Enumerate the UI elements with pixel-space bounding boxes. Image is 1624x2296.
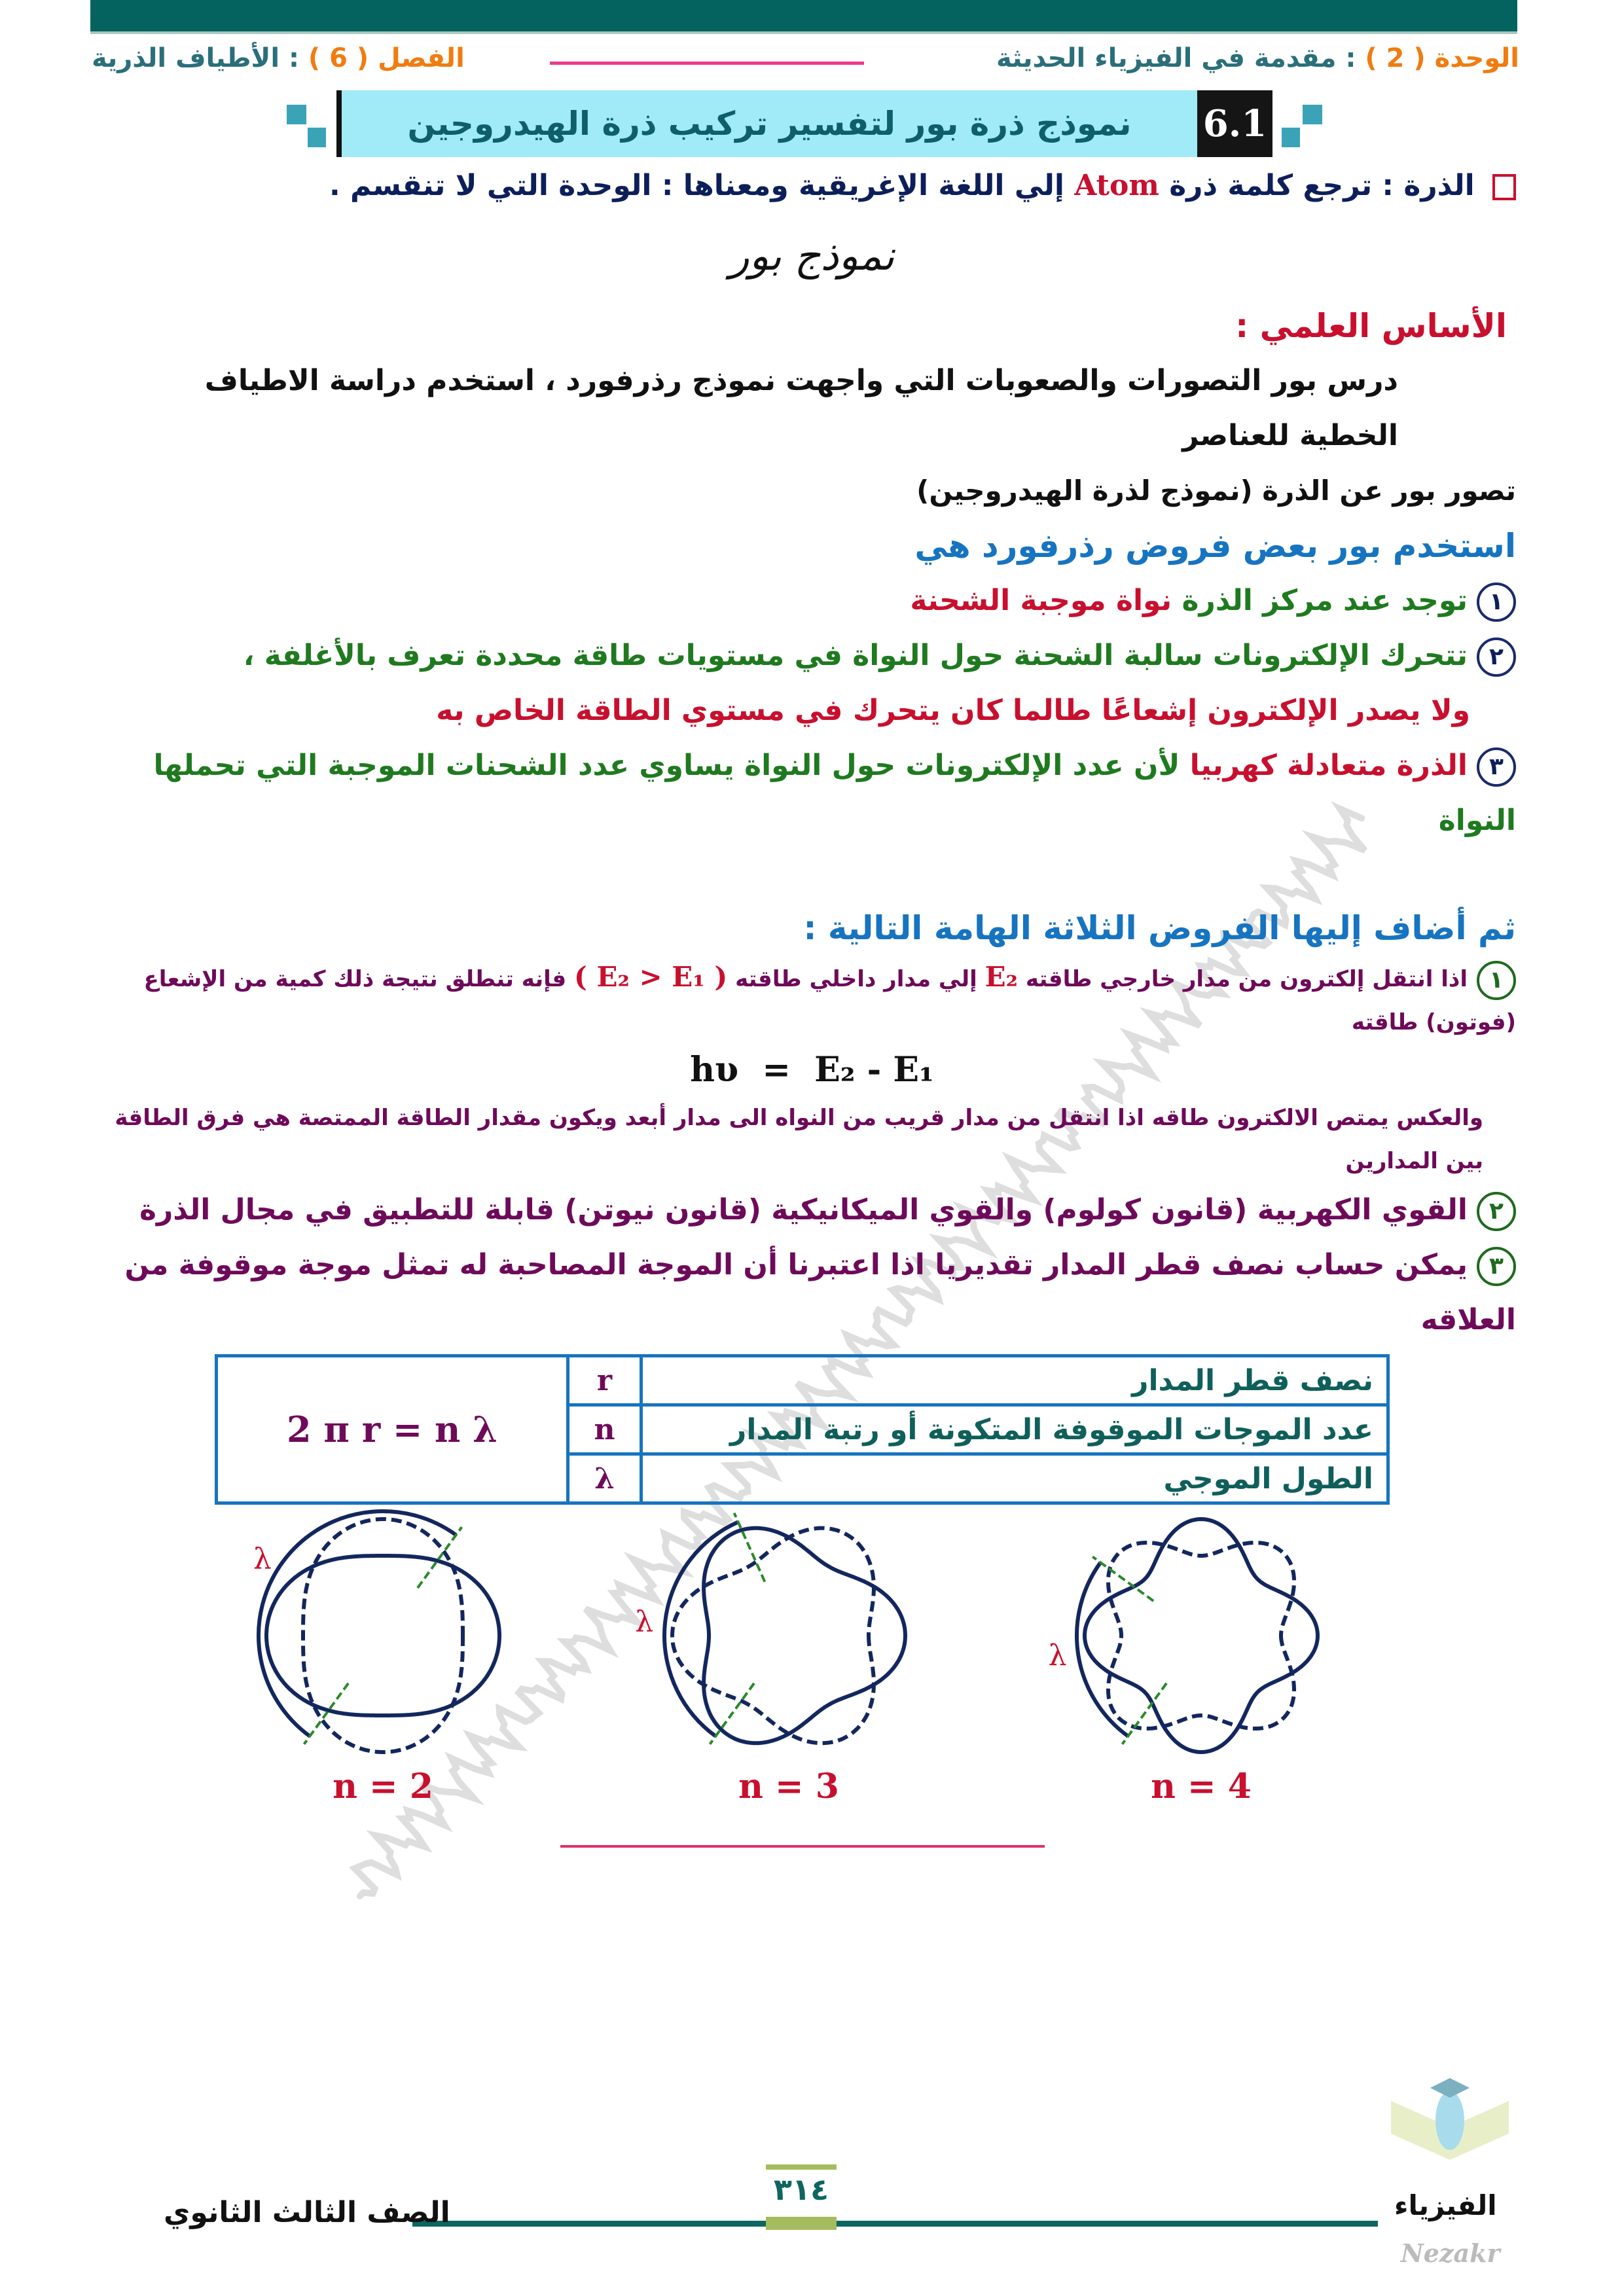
orbit-label-n2: n = 2 <box>333 1767 433 1806</box>
symbol-cell: n <box>568 1405 641 1454</box>
meaning-cell: الطول الموجي <box>641 1454 1388 1503</box>
chapter-label: الفصل <box>378 43 465 73</box>
number-badge: ٣ <box>1477 747 1516 787</box>
rutherford-heading: استخدم بور بعض فروض رذرفورد هي <box>914 527 1516 565</box>
meaning-cell: نصف قطر المدار <box>641 1356 1388 1405</box>
rutherford-item-2-continued: ولا يصدر الإلكترون إشعاعًا طالما كان يتحرك في مستوي الطاقة الخاص به <box>436 694 1470 727</box>
unit-title: : مقدمة في الفيزياء الحديثة <box>996 43 1356 73</box>
chapter-title: : الأطياف الذرية <box>92 43 299 73</box>
wavelength-arrow <box>664 1522 738 1736</box>
chapter-number: ( 6 ) <box>308 43 369 73</box>
item-text: إلي مدار داخلي طاقته <box>735 966 977 992</box>
number-badge: ٢ <box>1477 637 1516 677</box>
orbit-diagram-n4 <box>1048 1511 1352 1760</box>
logo-icon <box>1384 2075 1515 2186</box>
chapter-header <box>92 43 465 73</box>
item-text: توجد عند مركز الذرة <box>1182 584 1468 617</box>
footer-subject: الفيزياء <box>1394 2189 1497 2221</box>
basis-paragraph: درس بور التصورات والصعوبات التي واجهت نموذج رذرفورد ، استخدم دراسة الاطياف الخطية للعناصر <box>204 364 1398 452</box>
item-text: فإنه تنطلق نتيجة ذلك كمية من الإشعاع (فوتون) طاقته <box>143 966 1516 1035</box>
deco-square <box>1282 128 1300 147</box>
bohr-item-1 <box>108 956 1516 1044</box>
item-text: تتحرك الإلكترونات سالبة الشحنة حول النواة في مستويات طاقة محددة تعرف بالأغلفة ، <box>243 639 1468 672</box>
orbit-diagram-n2 <box>232 1511 533 1760</box>
main-content <box>108 158 1516 1848</box>
page-marker-bottom <box>766 2217 837 2230</box>
footer-grade: الصف الثالث الثانوي <box>164 2196 450 2229</box>
item-text: القوي الكهربية (قانون كولوم) والقوي الميكانيكية (قانون نيوتن) قابلة للتطبيق في مجال الذرة <box>139 1193 1468 1227</box>
orbit-diagram-n3 <box>635 1511 939 1760</box>
bohr-heading: ثم أضاف إليها الفروض الثلاثة الهامة التالية : <box>803 909 1516 947</box>
item-text: اذا انتقل إلكترون من مدار خارجي طاقته <box>1025 966 1468 992</box>
unit-label: الوحدة <box>1434 43 1519 73</box>
orbit-label-n4: n = 4 <box>1151 1767 1252 1806</box>
footer-line <box>412 2221 1378 2227</box>
checkbox-bullet-icon <box>1492 174 1516 200</box>
atom-text-pre: الذرة : ترجع كلمة ذرة <box>1169 169 1475 202</box>
relation-table <box>215 1354 1390 1505</box>
section-title: نموذج ذرة بور لتفسير تركيب ذرة الهيدروجين <box>407 105 1132 143</box>
top-bar <box>90 0 1517 34</box>
item-text: يمكن حساب نصف قطر المدار تقديريا اذا اعتبرنا أن الموجة المصاحبة له تمثل موجة موقوفة من العلاقه <box>124 1248 1516 1336</box>
number-badge: ٣ <box>1477 1247 1516 1286</box>
table-row <box>217 1356 1388 1405</box>
deco-square <box>308 128 326 147</box>
symbol-cell: λ <box>568 1454 641 1503</box>
item-highlight: الذرة متعادلة كهربيا <box>1189 749 1468 782</box>
unit-header <box>996 43 1519 73</box>
absorption-note: والعكس يمتص الالكترون طاقه اذا انتقل من مدار قريب من النواه الى مدار أبعد ويكون مقدار الطاقة الممتصة هي فرق الطاقة بين المدارين <box>115 1105 1483 1174</box>
standing-wave-dashed <box>1108 1543 1294 1729</box>
orbit-label-n3: n = 3 <box>738 1767 839 1806</box>
section-number: 6.1 <box>1197 90 1272 157</box>
item-text: لأن عدد الإلكترونات حول النواة يساوي عدد الشحنات الموجبة التي تحملها النواة <box>153 749 1516 837</box>
unit-number: ( 2 ) <box>1365 43 1426 73</box>
atom-text-post: إلي اللغة الإغريقية ومعناها : الوحدة التي لا تنقسم . <box>329 169 1064 202</box>
page-marker-top <box>766 2164 837 2170</box>
subtitle: نموذج بور <box>729 232 895 279</box>
standing-wave-solid <box>704 1528 905 1744</box>
meaning-cell: عدد الموجات الموقوفة المتكونة أو رتبة المدار <box>641 1405 1388 1454</box>
page-number: ٣١٤ <box>773 2172 829 2207</box>
rutherford-item-2 <box>108 628 1516 683</box>
section-title-box <box>336 90 1272 157</box>
basis-concept: تصور بور عن الذرة (نموذج لذرة الهيدروجين) <box>916 475 1516 507</box>
item-highlight: نواة موجبة الشحنة <box>910 584 1172 617</box>
section-end-line <box>560 1845 1045 1848</box>
lambda-label: λ <box>253 1542 272 1576</box>
bohr-item-2 <box>108 1183 1516 1238</box>
number-badge: ٢ <box>1477 1192 1516 1231</box>
standing-wave-diagrams <box>108 1511 1516 1819</box>
energy-formula: hυ = E₂ - E₁ <box>690 1050 934 1090</box>
energy-e2: E₂ <box>984 961 1019 993</box>
atom-word: Atom <box>1074 169 1159 202</box>
basis-heading: الأساس العلمي : <box>1235 307 1507 345</box>
standing-wave-dashed <box>672 1528 874 1744</box>
deco-square <box>1303 105 1322 124</box>
bohr-item-3 <box>108 1238 1516 1348</box>
atom-definition <box>108 158 1516 213</box>
lambda-label: λ <box>635 1605 654 1639</box>
rutherford-item-3 <box>108 738 1516 848</box>
symbol-cell: r <box>568 1356 641 1405</box>
number-badge: ١ <box>1477 961 1516 1000</box>
deco-square <box>287 105 306 124</box>
wavelength-arrow <box>259 1511 456 1736</box>
equation-cell: 2 π r = n λ <box>217 1356 568 1503</box>
header-divider <box>550 62 864 65</box>
energy-condition: ( E₂ > E₁ ) <box>573 961 728 993</box>
number-badge: ١ <box>1477 583 1516 622</box>
rutherford-item-1 <box>108 573 1516 628</box>
logo-text: Nezakr <box>1401 2238 1500 2268</box>
lambda-label: λ <box>1048 1638 1067 1672</box>
